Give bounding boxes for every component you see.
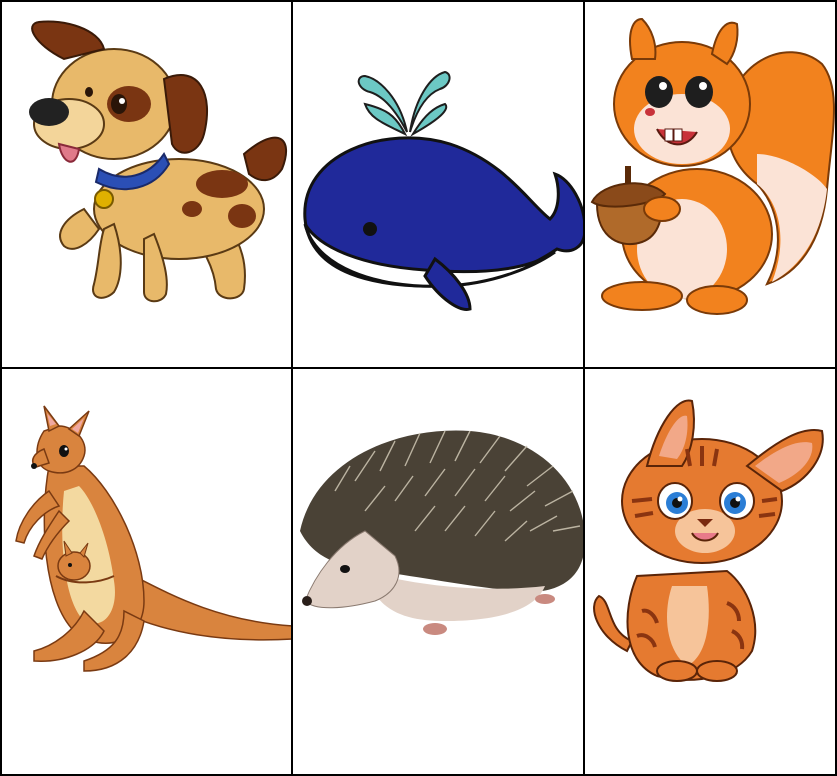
kangaroo-icon [4, 371, 293, 776]
card-kangaroo [4, 371, 293, 776]
grid-divider-vertical-1 [291, 0, 293, 776]
card-hedgehog [295, 371, 585, 776]
whale-icon [295, 4, 585, 369]
card-squirrel [587, 4, 837, 369]
hedgehog-icon [295, 371, 585, 776]
squirrel-icon [587, 4, 837, 369]
grid-divider-horizontal [0, 367, 837, 369]
dog-icon [4, 4, 293, 369]
card-dog [4, 4, 293, 369]
grid-divider-vertical-2 [583, 0, 585, 776]
card-whale [295, 4, 585, 369]
cat-icon [587, 371, 837, 776]
card-cat [587, 371, 837, 776]
